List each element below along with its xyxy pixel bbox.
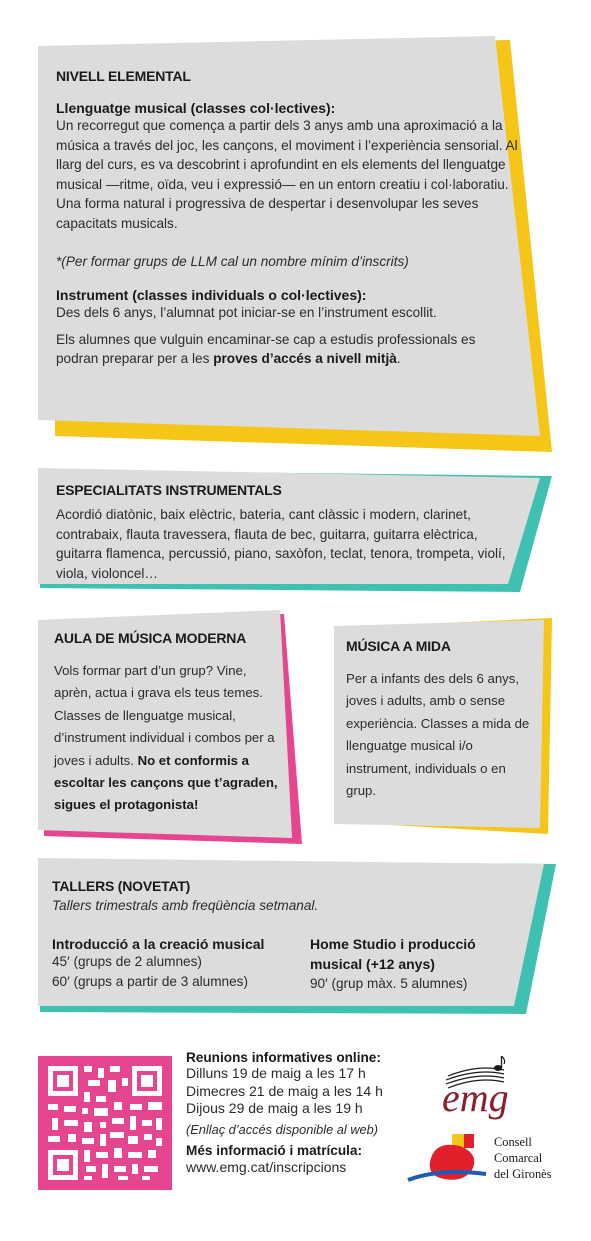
proves-acces-bold: proves d’accés a nivell mitjà <box>213 351 397 367</box>
musica-moderna-title: AULA DE MÚSICA MODERNA <box>54 630 247 646</box>
reunio-date-3: Dijous 29 de maig a les 19 h <box>186 1100 363 1116</box>
especialitats-panel <box>0 460 591 600</box>
musica-a-mida-text: Per a infants des dels 6 anys, joves i adults, amb o sense experiència. Classes a mida de llenguatge musical i/o instrument, individuals o en grup. <box>346 671 530 799</box>
taller-creacio-line1: 45′ (grups de 2 alumnes) <box>52 954 202 969</box>
llenguatge-musical-heading: Llenguatge musical (classes col·lectives): <box>56 100 336 116</box>
consell-line-3: del Gironès <box>494 1167 552 1181</box>
consell-line-2: Comarcal <box>494 1151 543 1165</box>
taller-creacio-heading: Introducció a la creació musical <box>52 936 265 952</box>
emg-logo <box>438 1056 538 1120</box>
nivell-elemental-title: NIVELL ELEMENTAL <box>56 68 191 84</box>
instrument-heading: Instrument (classes individuals o col·lectives): <box>56 287 367 304</box>
consell-line-1: Consell <box>494 1135 532 1149</box>
consell-comarcal-icon <box>400 1132 490 1188</box>
website-link[interactable]: www.emg.cat/inscripcions <box>186 1158 347 1175</box>
tallers-subtitle: Tallers trimestrals amb freqüència setmanal. <box>52 898 319 913</box>
qr-code-icon <box>38 1056 172 1190</box>
instrument-text: Des dels 6 anys, l’alumnat pot iniciar-se en l’instrument escollit. <box>56 305 437 321</box>
taller-home-studio-line1: 90′ (grup màx. 5 alumnes) <box>310 976 468 991</box>
musica-moderna-text: Vols formar part d’un grup? Vine, aprèn, actua i grava els teus temes. Classes de llenguatge musical, d’instrument individual i combos per a joves i adults. No et conformis a escoltar les cançons que t’agraden, sigues el protagonista! <box>54 663 278 813</box>
taller-creacio-line2: 60′ (grups a partir de 3 alumnes) <box>52 973 248 989</box>
consell-comarcal-logo <box>400 1132 570 1192</box>
musica-a-mida-title: MÚSICA A MIDA <box>346 638 451 654</box>
emg-logo-text: emg <box>442 1075 509 1120</box>
especialitats-text: Acordió diatònic, baix elèctric, bateria, cant clàssic i modern, clarinet, contrabaix, flauta travessera, flauta de bec, guitarra, guitarra elèctrica, guitarra flamenca, percussió, piano, saxòfon, teclat, tenora, trompeta, violí, viola, violoncel… <box>56 507 506 581</box>
nivell-elemental-panel <box>0 0 591 460</box>
llenguatge-musical-text: Un recorregut que comença a partir dels 3 anys amb una aproximació a la música a través del joc, les cançons, el moviment i l’experiència sensorial. Al llarg del curs, es va descobrint i aprofundint en els elements del llenguatge musical —ritme, oïda, veu i expressió— en un entorn creatiu i col·laboratiu. Una forma natural i progressiva de despertar i desenvolupar les seves capacitats musicals. <box>56 118 518 231</box>
qr-code[interactable] <box>38 1056 172 1190</box>
musica-moderna-bold: No et conformis a escoltar les cançons que t’agraden, sigues el protagonista! <box>54 752 278 813</box>
taller-creacio <box>52 936 297 991</box>
reunio-date-1: Dilluns 19 de maig a les 17 h <box>186 1065 366 1081</box>
link-note: (Enllaç d’accés disponible al web) <box>186 1121 379 1137</box>
especialitats-title: ESPECIALITATS INSTRUMENTALS <box>56 482 282 498</box>
proves-acces-text: Els alumnes que vulguin encaminar-se cap a estudis professionals es podran preparar per a les proves d’accés a nivell mitjà. <box>56 331 476 367</box>
musica-moderna-panel <box>0 610 320 850</box>
taller-home-studio <box>310 934 510 994</box>
llenguatge-musical-note: *(Per formar grups de LLM cal un nombre mínim d’inscrits) <box>56 253 409 269</box>
tallers-title: TALLERS (NOVETAT) <box>52 878 191 894</box>
info-heading: Més informació i matrícula: <box>186 1142 363 1158</box>
tallers-panel <box>0 856 591 1021</box>
footer-info <box>186 1050 416 1176</box>
reunio-date-2: Dimecres 21 de maig a les 14 h <box>186 1082 383 1099</box>
reunions-heading: Reunions informatives online: <box>186 1050 381 1065</box>
taller-home-studio-heading: Home Studio i producció musical (+12 anys) <box>310 936 476 972</box>
musica-a-mida-panel <box>320 610 591 850</box>
